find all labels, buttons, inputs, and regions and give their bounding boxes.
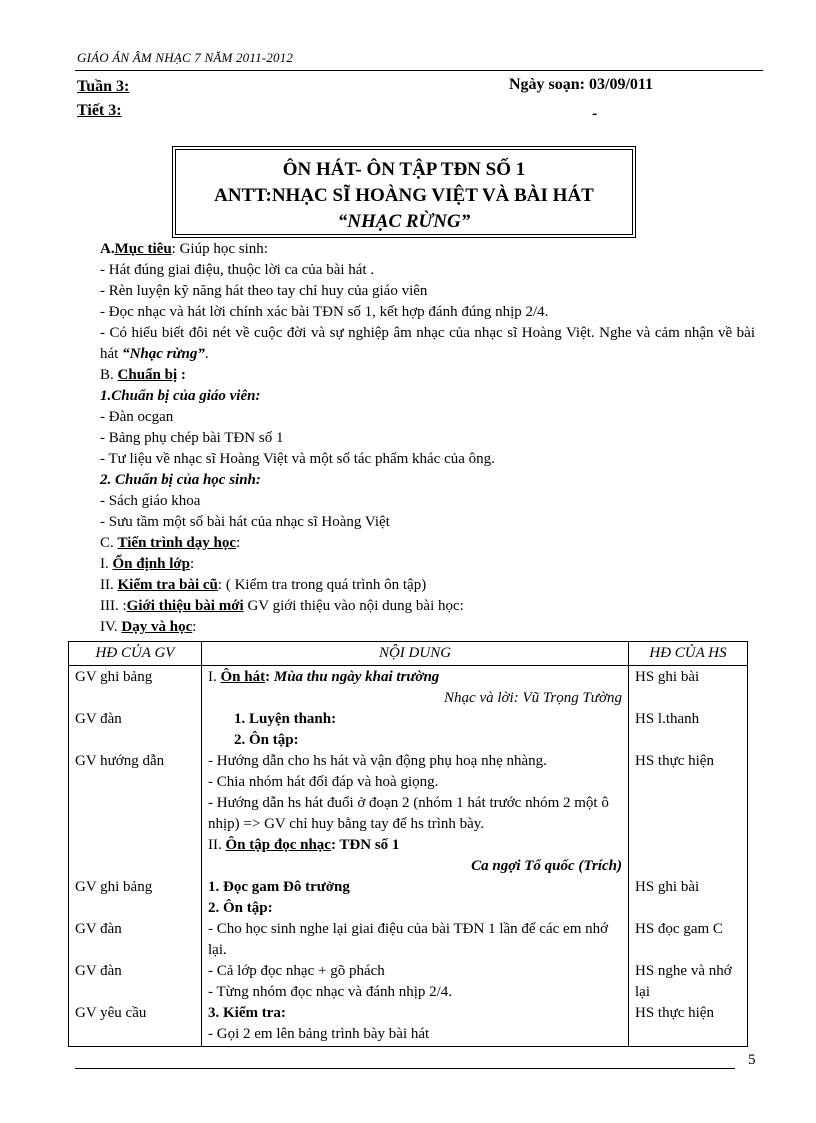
gv-cell: GV đàn [75, 921, 122, 937]
section-b-heading: B. Chuẩn bị : [100, 367, 186, 383]
prep-date: Ngày soạn: 03/09/011 [509, 76, 654, 93]
hs-cell: HS ghi bài [635, 669, 700, 685]
objective-item: - Rèn luyện kỹ năng hát theo tay chỉ huy của giáo viên [100, 283, 428, 299]
content-item: - Cả lớp đọc nhạc + gõ phách [208, 963, 385, 979]
step-i: I. Ổn định lớp: [100, 556, 195, 572]
content-sight-reading: II. Ôn tập đọc nhạc: TĐN số 1 [208, 837, 400, 853]
content-scale: 1. Đọc gam Đô trưởng [208, 879, 350, 895]
content-item: - Cho học sinh nghe lại giai điệu của bài TĐN 1 lần để các em nhớ lại. [208, 921, 609, 958]
table-header-row [69, 642, 748, 666]
hs-cell: HS thực hiện [635, 753, 714, 769]
content-review-song: I. Ôn hát: Mùa thu ngày khai trường [208, 669, 440, 685]
hs-cell: HS nghe và nhớ lại [635, 963, 732, 1000]
content-item: - Hướng dẫn hs hát đuổi ở đoạn 2 (nhóm 1 hát trước nhóm 2 một ô nhịp) => GV chỉ huy bằng tay để hs trình bày. [208, 795, 609, 832]
step-iii: III. :Giới thiệu bài mới GV giới thiệu vào nội dung bài học: [100, 598, 464, 614]
gv-cell: GV đàn [75, 963, 122, 979]
running-header: GIÁO ÁN ÂM NHẠC 7 NĂM 2011-2012 [77, 50, 294, 65]
header-rule [75, 70, 763, 71]
lesson-label: Tiết 3: [77, 102, 122, 119]
student-prep-item: - Sưu tầm một số bài hát của nhạc sĩ Hoàng Việt [100, 514, 390, 530]
teacher-prep-heading: 1.Chuẩn bị của giáo viên: [100, 388, 261, 404]
dash-mark: - [592, 105, 598, 122]
content-item: - Gọi 2 em lên bảng trình bày bài hát [208, 1026, 430, 1042]
student-prep-item: - Sách giáo khoa [100, 493, 201, 509]
objective-item: - Có hiểu biết đôi nét về cuộc đời và sự nghiệp âm nhạc của nhạc sĩ Hoàng Việt. Nghe và cảm nhận về bài hát “Nhạc rừng”. [100, 325, 755, 362]
hs-cell: HS đọc gam C [635, 921, 723, 937]
objective-item: - Hát đúng giai điệu, thuộc lời ca của bài hát . [100, 262, 375, 278]
title-box [172, 146, 636, 238]
section-c-heading: C. Tiến trình dạy học: [100, 535, 241, 551]
gv-cell: GV đàn [75, 711, 122, 727]
title-line-3: “NHẠC RỪNG” [337, 211, 471, 232]
hs-cell: HS l.thanh [635, 711, 700, 727]
gv-cell: GV ghi bảng [75, 879, 153, 895]
step-iv: IV. Dạy và học: [100, 619, 197, 635]
song-author: Nhạc và lời: Vũ Trọng Tường [444, 690, 622, 706]
content-review-2: 2. Ôn tập: [208, 900, 273, 916]
content-review: 2. Ôn tập: [234, 732, 299, 748]
content-item: - Từng nhóm đọc nhạc và đánh nhịp 2/4. [208, 984, 453, 1000]
gv-cell: GV yêu cầu [75, 1005, 147, 1021]
student-prep-heading: 2. Chuẩn bị của học sinh: [100, 472, 261, 488]
col-header-content: NỘI DUNG [202, 642, 629, 666]
page-number: 5 [748, 1052, 756, 1068]
teacher-prep-item: - Bảng phụ chép bài TĐN số 1 [100, 430, 284, 446]
sight-reading-song: Ca ngợi Tổ quốc (Trích) [471, 858, 622, 874]
col-header-gv: HĐ CỦA GV [69, 642, 202, 666]
hs-cell: HS ghi bài [635, 879, 700, 895]
title-line-2: ANTT:NHẠC SĨ HOÀNG VIỆT VÀ BÀI HÁT [214, 185, 594, 206]
week-label: Tuần 3: [77, 78, 130, 95]
footer-rule [75, 1068, 735, 1069]
content-item: - Chia nhóm hát đối đáp và hoà giọng. [208, 774, 439, 790]
step-ii: II. Kiểm tra bài cũ: ( Kiểm tra trong quá trình ôn tập) [100, 577, 427, 593]
content-item: - Hướng dẫn cho hs hát và vận động phụ hoạ nhẹ nhàng. [208, 753, 547, 769]
gv-cell: GV hướng dẫn [75, 753, 165, 769]
content-check: 3. Kiểm tra: [208, 1005, 286, 1021]
col-header-hs: HĐ CỦA HS [629, 642, 748, 666]
objective-item: - Đọc nhạc và hát lời chính xác bài TĐN số 1, kết hợp đánh đúng nhịp 2/4. [100, 304, 549, 320]
table-row [69, 666, 748, 1047]
teacher-prep-item: - Đàn ocgan [100, 409, 174, 425]
gv-cell: GV ghi bảng [75, 669, 153, 685]
section-a-heading: A.Mục tiêu: Giúp học sinh: [100, 241, 268, 257]
teacher-prep-item: - Tư liệu về nhạc sĩ Hoàng Việt và một số tác phẩm khác của ông. [100, 451, 495, 467]
hs-cell: HS thực hiện [635, 1005, 714, 1021]
content-warmup: 1. Luyện thanh: [234, 711, 337, 727]
activity-table [68, 641, 748, 1047]
lesson-body [100, 239, 755, 638]
title-line-1: ÔN HÁT- ÔN TẬP TĐN SỐ 1 [282, 159, 526, 180]
